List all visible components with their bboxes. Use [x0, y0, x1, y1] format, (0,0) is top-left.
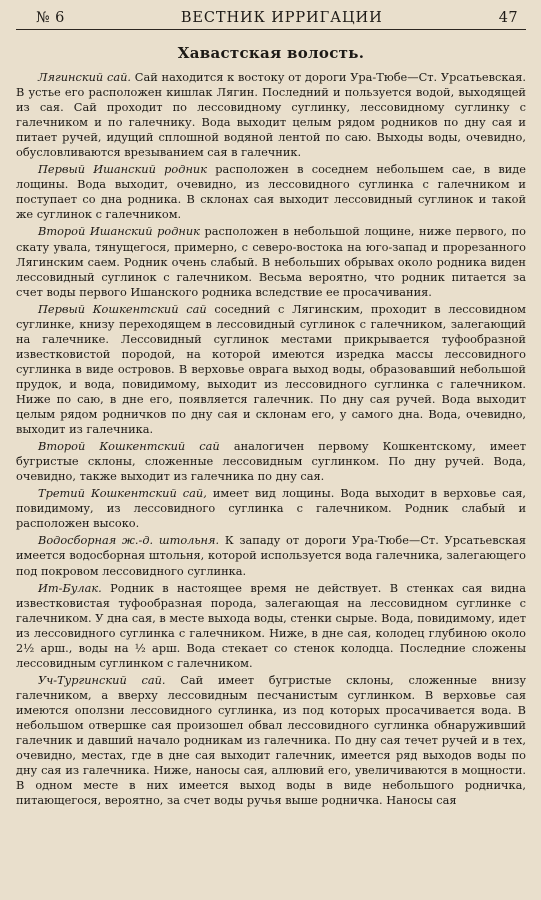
paragraph-text: Родник в настоящее время не действует. В стенках сая видна известковистая туфообразная порода, залегающая на лессовидном суглинке с галечником. У дна сая, в месте выхода воды, стенки сырые. Вода, повидимому, идет из лессовидного суглинка с галечником. Ниже, в дне сая, колодец глубиною около 2½ арш., воды на ½ арш. Вода стекает со стенок колодца. Последние сложены лессовидным суглинком с галечником.	[16, 580, 526, 670]
paragraph-ishan-spring-1	[16, 162, 526, 222]
journal-title: ВЕСТНИК ИРРИГАЦИИ	[180, 10, 383, 26]
paragraph-lead: Водосборная ж.-д. штольня.	[38, 533, 220, 548]
paragraph-text: аналогичен первому Кошкентскому, имеет бугристые склоны, сложенные лессовидным суглинком. По дну ручей. Вода, очевидно, также выходит из галечника по дну сая.	[16, 439, 526, 484]
section-title: Хавастская волость.	[177, 44, 365, 62]
paragraph-ishan-spring-2	[16, 224, 526, 299]
paragraph-text: Сай имеет бугристые склоны, сложенные внизу галечником, а вверху лессовидным песчанистым суглинком. В верховье сая имеются оползни лессовидного суглинка, из под которых просачивается вода. В небольшом отвершке сая произошел обвал лессовидного суглинка обнаруживший галечник и давший начало родникам из галечника. По дну сая течет ручей и в тех, очевидно, местах, где в дне сая выходит галечник, имеется ряд выходов воды по дну сая из галечника. Ниже, наносы сая, аллювий его, увеличиваются в мощности. В одном месте в них имеется выход воды в виде небольшого родничка, питающегося, вероятно, за счет воды ручья выше родничка. Наносы сая	[16, 672, 526, 808]
paragraph-lead: Второй Ишанский родник	[38, 224, 200, 239]
paragraph-lead: Ит-Булак.	[38, 580, 102, 595]
paragraph-koshkent-sai-2	[16, 439, 526, 484]
paragraph-lyagin-sai	[16, 70, 526, 160]
running-header	[16, 8, 526, 30]
paragraph-koshkent-sai-3	[16, 486, 526, 531]
page-number: 47	[498, 10, 518, 26]
paragraph-lead: Второй Кошкентский сай	[38, 439, 220, 454]
paragraph-text: Сай находится к востоку от дороги Ура-Тюбе—Ст. Урсатьевская. В устье его расположен кишлак Лягин. Последний и пользуется водой, выходящей из сая. Сай проходит по лессовидному суглинку, лессовидному суглинку с галечником и по галечнику. Вода выходит целым рядом родников по дну сая и питает ручей, идущий сплошной водяной лентой по саю. Выходы воды, очевидно, обусловливаются врезыванием сая в галечник.	[16, 70, 526, 160]
paragraph-text: К западу от дороги Ура-Тюбе—Ст. Урсатьевская имеется водосборная штольня, которой используется вода галечника, залегающего под покровом лессовидного суглинка.	[16, 533, 527, 578]
paragraph-koshkent-sai-1	[16, 302, 526, 437]
paragraph-it-bulak	[16, 581, 526, 671]
paragraph-lead: Первый Ишанский родник	[38, 162, 208, 177]
paragraph-text: имеет вид лощины. Вода выходит в верховье сая, повидимому, из лессовидного суглинка с галечником. Родник слабый и расположен высоко.	[16, 486, 526, 531]
paragraph-lead: Первый Кошкентский сай	[38, 301, 207, 316]
paragraph-text: расположен в соседнем небольшем сае, в виде лощины. Вода выходит, очевидно, из лессовидного суглинка с галечником и поступает со дна родника. В склонах сая выходит лессовидный суглинок и такой же суглинок с галечником.	[16, 162, 527, 222]
paragraph-text: соседний с Лягинским, проходит в лессовидном суглинке, книзу переходящем в лессовидный суглинок с галечником, залегающий на галечнике. Лессовидный суглинок местами прикрывается туфообразной известковистой породой, на которой имеются изредка массы лессовидного суглинка в виде островов. В верховье оврага выход воды, образовавший небольшой прудок, и вода, повидимому, выходит из лессовидного суглинка с галечником. Ниже по саю, в дне его, появляется галечник. По дну сая ручей. Вода выходит целым рядом родничков по дну сая и склонам его, у самого дна. Вода, очевидно, выходит из галечника.	[16, 301, 526, 437]
paragraph-lead: Третий Кошкентский сай,	[38, 486, 207, 501]
paragraph-water-adit	[16, 533, 526, 578]
paragraph-uch-turgin-sai	[16, 673, 526, 808]
paragraph-text: расположен в небольшой лощине, ниже первого, по скату увала, тянущегося, примерно, с северо-востока на юго-запад и прорезанного Лягинским саем. Родник очень слабый. В небольших обрывах около родника виден лессовидный суглинок с галечником. Весьма вероятно, что родник питается за счет воды первого Ишанского родника вследствие ее просачивания.	[16, 224, 526, 299]
issue-number: № 6	[36, 10, 65, 26]
article-body	[16, 70, 526, 808]
paragraph-lead: Лягинский сай.	[38, 70, 132, 84]
paragraph-lead: Уч-Тургинский сай.	[38, 672, 166, 687]
